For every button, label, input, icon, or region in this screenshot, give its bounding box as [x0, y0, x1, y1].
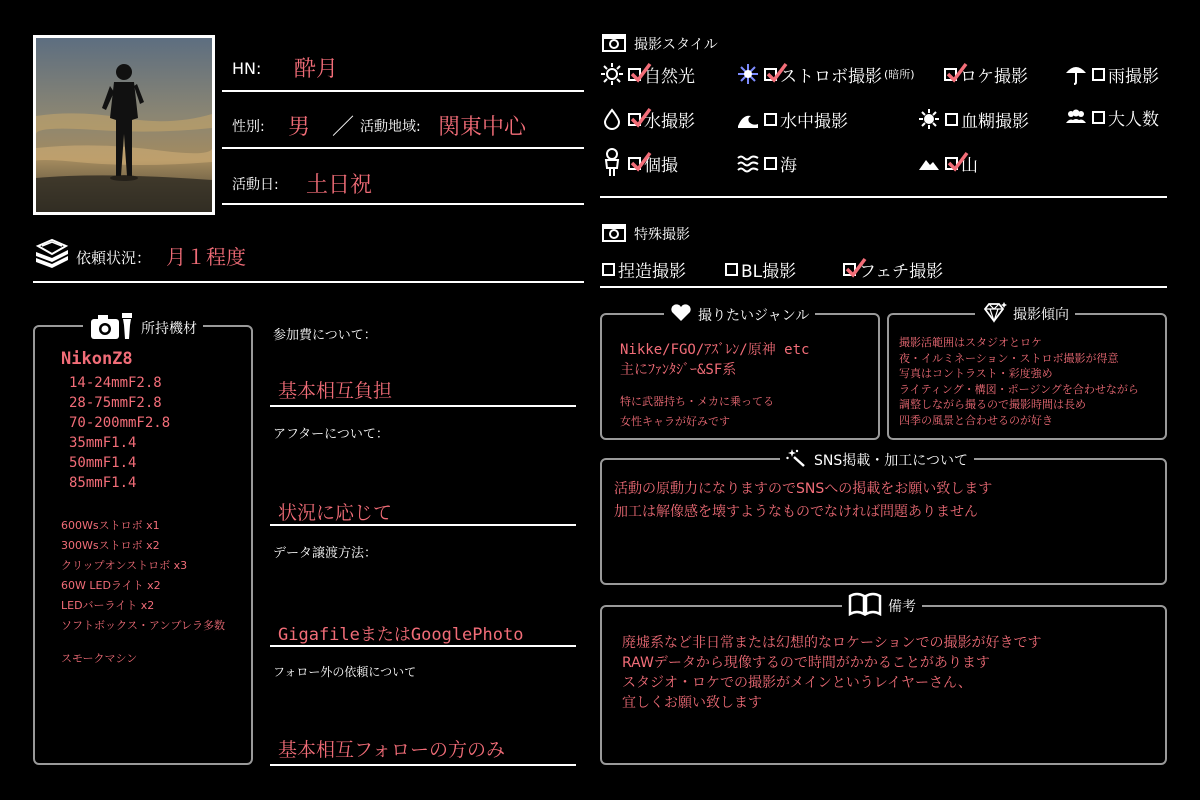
gender-area-row [232, 108, 584, 144]
camera-body: NikonZ8 [61, 349, 133, 369]
umbrella-icon [1064, 62, 1088, 86]
checkbox-checked[interactable] [944, 68, 957, 81]
notes-line: 廃墟系など非日常または幻想的なロケーションでの撮影が好きです [622, 635, 1042, 651]
data-label: データ譲渡方法： [273, 546, 378, 561]
notes-line: RAWデータから現像するので時間がかかることがあります [622, 655, 990, 671]
checkbox-checked[interactable] [628, 157, 641, 170]
genre-line-1: Nikke/FGO/ｱｽﾞﾚﾝ/原神 etc [620, 342, 810, 358]
sns-title: SNS掲載・加工について [780, 449, 974, 471]
checkbox-unchecked[interactable] [1092, 68, 1105, 81]
style-header [602, 32, 718, 56]
tendency-line: ライティング・構図・ポージングを合わせながら [899, 382, 1139, 396]
book-icon [848, 592, 882, 620]
style-strobe: ストロボ撮影 (暗所) [736, 62, 915, 86]
splatter-icon [917, 107, 941, 131]
days-underline [222, 203, 584, 205]
genre-line-3: 特に武器持ち・メカに乗ってる [620, 395, 774, 408]
area-value: 関東中心 [438, 115, 527, 140]
genre-title: 撮りたいジャンル [664, 304, 815, 326]
nonfollow-value: 基本相互フォローの方のみ [278, 739, 506, 761]
extra-equipment: スモークマシン [61, 652, 138, 665]
sns-line-1: 活動の原動力になりますのでSNSへの掲載をお願い致します [614, 481, 993, 497]
checkbox-checked[interactable] [628, 113, 641, 126]
lighting-item: ソフトボックス・アンブレラ多数 [61, 619, 226, 632]
days-value: 土日祝 [306, 173, 373, 198]
lens-list [69, 373, 170, 493]
heart-icon [670, 304, 692, 326]
diamond-icon [981, 301, 1007, 327]
style-underline [600, 196, 1167, 198]
group-icon [1064, 105, 1088, 129]
water-drop-icon [600, 107, 624, 131]
request-value: 月１程度 [166, 245, 246, 269]
checkbox-unchecked[interactable] [1092, 111, 1105, 124]
special-underline [600, 286, 1167, 288]
mountain-icon [917, 151, 941, 175]
checkbox-unchecked[interactable] [725, 263, 738, 276]
gender-underline [222, 147, 584, 149]
notes-title: 備考 [842, 592, 922, 620]
genre-line-2: 主にﾌｧﾝﾀｼﾞｰ&SF系 [620, 362, 737, 378]
strobe-icon [736, 62, 760, 86]
lens-item: 35mmF1.4 [69, 435, 137, 451]
fee-underline [270, 405, 576, 407]
after-underline [270, 524, 576, 526]
lighting-item: 60W LEDライト x2 [61, 579, 161, 592]
lighting-item: LEDバーライト x2 [61, 599, 155, 612]
nonfollow-underline [270, 764, 576, 766]
special-title: 特殊撮影 [634, 227, 690, 243]
area-label: 活動地域: [360, 119, 421, 135]
style-rain: 雨撮影 [1064, 62, 1159, 86]
checkbox-checked[interactable] [628, 68, 641, 81]
camera-icon [602, 222, 626, 246]
genre-box [600, 308, 880, 440]
checkbox-unchecked[interactable] [764, 157, 777, 170]
lighting-list [61, 516, 225, 636]
checkbox-unchecked[interactable] [945, 113, 958, 126]
profile-photo [33, 35, 215, 215]
gender-value: 男 [288, 115, 311, 140]
hn-label: HN: [232, 59, 262, 78]
notes-line: 宜しくお願い致します [622, 695, 762, 711]
special-header [602, 222, 690, 246]
data-underline [270, 645, 576, 647]
checkbox-unchecked[interactable] [764, 113, 777, 126]
nonfollow-label: フォロー外の依頼について [273, 665, 417, 679]
lens-item: 28-75mmF2.8 [69, 395, 162, 411]
style-underwater: 水中撮影 [736, 107, 848, 131]
camera-flash-icon [89, 311, 135, 345]
checkbox-checked[interactable] [764, 68, 777, 81]
tendency-lines [899, 335, 1139, 428]
special-bl: BL撮影 [725, 257, 796, 281]
books-icon [34, 238, 70, 272]
special-fetish: フェチ撮影 [843, 257, 943, 281]
style-natural-light: 自然光 [600, 62, 695, 86]
slash-divider: ／ [332, 115, 355, 140]
style-sea: 海 [736, 151, 797, 175]
style-group: 大人数 [1064, 105, 1159, 129]
gender-label: 性別: [232, 119, 265, 135]
camera-icon [602, 32, 626, 56]
style-individual: 個撮 [600, 151, 678, 175]
fee-label: 参加費について： [273, 328, 377, 343]
magic-wand-icon [786, 449, 808, 471]
days-row [232, 166, 584, 202]
tendency-box [887, 307, 1167, 440]
fee-value: 基本相互負担 [278, 380, 393, 402]
lens-item: 14-24mmF2.8 [69, 375, 162, 391]
lighting-item: 600Wsストロボ x1 [61, 519, 160, 532]
wave-icon [736, 107, 760, 131]
special-fabricated: 捏造撮影 [602, 257, 686, 281]
tendency-title: 撮影傾向 [975, 301, 1075, 327]
lighting-item: 300Wsストロボ x2 [61, 539, 160, 552]
tendency-line: 夜・イルミネーション・ストロボ撮影が得意 [899, 351, 1119, 365]
notes-lines [622, 633, 1041, 713]
style-mountain: 山 [917, 151, 978, 175]
days-label: 活動日: [232, 177, 279, 193]
notes-line: スタジオ・ロケでの撮影がメインというレイヤーさん、 [622, 675, 972, 691]
style-water: 水撮影 [600, 107, 695, 131]
sea-icon [736, 151, 760, 175]
sns-box [600, 453, 1167, 585]
after-value: 状況に応じて [278, 502, 393, 524]
tendency-line: 四季の風景と合わせるのが好き [899, 413, 1053, 427]
person-icon [600, 151, 624, 175]
notes-box [600, 599, 1167, 765]
checkbox-checked[interactable] [843, 263, 856, 276]
hn-value: 酔月 [294, 57, 339, 82]
lens-item: 85mmF1.4 [69, 475, 137, 491]
sun-icon [600, 62, 624, 86]
equipment-title: 所持機材 [83, 311, 203, 345]
equipment-box [33, 321, 253, 765]
style-blood: 血糊撮影 [917, 107, 1029, 131]
genre-line-4: 女性キャラが好みです [620, 415, 730, 428]
lens-item: 50mmF1.4 [69, 455, 137, 471]
hn-underline [222, 90, 584, 92]
tendency-line: 調整しながら撮るので撮影時間は長め [899, 398, 1086, 411]
tendency-line: 写真はコントラスト・彩度強め [899, 367, 1053, 380]
style-title: 撮影スタイル [634, 37, 718, 53]
data-value: GigafileまたはGooglePhoto [278, 625, 524, 645]
after-label: アフターについて： [273, 427, 389, 442]
checkbox-checked[interactable] [945, 157, 958, 170]
request-row [34, 236, 584, 272]
style-location: ロケ撮影 [944, 62, 1028, 86]
request-underline [33, 281, 584, 283]
lens-item: 70-200mmF2.8 [69, 415, 171, 431]
lighting-item: クリップオンストロボ x3 [61, 559, 188, 572]
checkbox-unchecked[interactable] [602, 263, 615, 276]
tendency-line: 撮影活範囲はスタジオとロケ [899, 336, 1042, 349]
sns-line-2: 加工は解像感を壊すようなものでなければ問題ありません [614, 504, 978, 520]
request-label: 依頼状況： [76, 249, 152, 267]
hn-row [232, 52, 584, 88]
